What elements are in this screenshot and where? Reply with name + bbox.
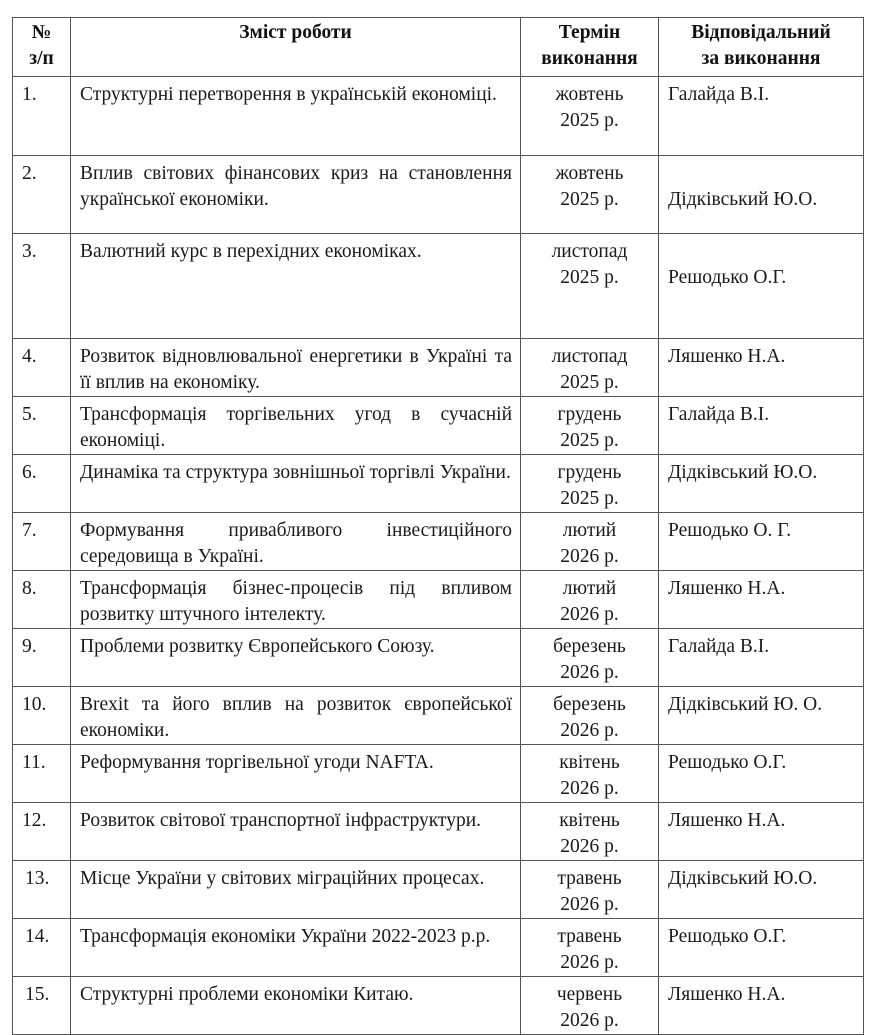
row-due-month: жовтень [555,84,624,105]
row-responsible [659,861,864,919]
header-responsible-line2: за виконання [701,48,821,69]
row-due [521,571,659,629]
row-responsible-name: Решодько О.Г. [668,752,787,773]
row-number: 6. [13,455,71,513]
row-number: 13. [13,861,71,919]
row-number: 7. [13,513,71,571]
row-due-year: 2025 р. [560,267,619,288]
row-responsible-name: Решодько О.Г. [668,267,787,288]
table-row [13,571,864,629]
row-topic [71,339,521,397]
row-due-year: 2025 р. [560,372,619,393]
row-topic-text: Формування привабливого інвестиційного середовища в Україні. [80,520,512,567]
row-due-year: 2025 р. [560,110,619,131]
work-plan-table [12,17,864,1035]
row-number: 8. [13,571,71,629]
row-topic-text: Структурні перетворення в українській економіці. [80,84,497,105]
row-number: 5. [13,397,71,455]
row-topic-text: Brexit та його вплив на розвиток європейської економіки. [80,694,512,741]
row-responsible [659,77,864,156]
row-topic [71,156,521,234]
row-responsible-name: Ляшенко Н.А. [668,984,786,1005]
row-topic [71,861,521,919]
row-topic [71,234,521,339]
row-due-month: квітень [559,752,620,773]
row-due [521,339,659,397]
row-due [521,977,659,1035]
row-due-month: червень [556,984,623,1005]
row-number: 9. [13,629,71,687]
row-number: 15. [13,977,71,1035]
row-responsible [659,687,864,745]
row-number: 10. [13,687,71,745]
row-topic [71,455,521,513]
row-responsible-name: Дідківський Ю.О. [668,189,818,210]
header-due-line2: виконання [541,48,638,69]
row-topic [71,687,521,745]
table-row [13,234,864,339]
row-responsible [659,339,864,397]
row-due-month: травень [557,868,622,889]
row-topic-text: Розвиток відновлювальної енергетики в Україні та її вплив на економіку. [80,346,512,393]
row-due-year: 2025 р. [560,488,619,509]
table-row [13,861,864,919]
row-number: 14. [13,919,71,977]
row-due-month: березень [553,694,626,715]
row-responsible [659,629,864,687]
row-responsible [659,803,864,861]
row-responsible [659,397,864,455]
row-due-month: грудень [557,404,622,425]
row-due-year: 2026 р. [560,662,619,683]
row-topic-text: Структурні проблеми економіки Китаю. [80,984,414,1005]
row-due-month: жовтень [555,163,624,184]
row-topic [71,571,521,629]
row-topic [71,397,521,455]
row-due-month: листопад [551,346,628,367]
row-number: 12. [13,803,71,861]
row-due-month: квітень [559,810,620,831]
row-number: 4. [13,339,71,397]
header-due-line1: Термін [558,22,621,43]
header-number-line1: № [31,22,52,43]
row-due [521,745,659,803]
row-due-year: 2025 р. [560,189,619,210]
row-topic-text: Трансформація торгівельних угод в сучасній економіці. [80,404,512,451]
table-row [13,629,864,687]
header-responsible [659,18,864,77]
row-due-year: 2026 р. [560,604,619,625]
row-due-month: листопад [551,241,628,262]
row-responsible-name: Ляшенко Н.А. [668,578,786,599]
header-number [13,18,71,77]
row-topic-text: Динаміка та структура зовнішньoї торгівлі України. [80,462,511,483]
row-due [521,455,659,513]
row-number: 1. [13,77,71,156]
row-due-month: лютий [562,520,617,541]
row-number: 2. [13,156,71,234]
row-responsible-name: Дідківський Ю.О. [668,462,818,483]
row-responsible-name: Решодько О.Г. [668,926,787,947]
table-row [13,77,864,156]
row-responsible [659,571,864,629]
row-number: 11. [13,745,71,803]
row-due-year: 2026 р. [560,720,619,741]
row-topic [71,77,521,156]
row-due-year: 2026 р. [560,894,619,915]
table-row [13,687,864,745]
row-due-month: березень [553,636,626,657]
row-responsible-name: Ляшенко Н.А. [668,810,786,831]
row-responsible [659,977,864,1035]
row-due-year: 2026 р. [560,778,619,799]
row-due-month: лютий [562,578,617,599]
row-topic [71,919,521,977]
row-due [521,919,659,977]
row-topic-text: Реформування торгівельної угоди NAFTA. [80,752,434,773]
row-responsible-name: Решодько О. Г. [668,520,792,541]
row-responsible-name: Дідківський Ю.О. [668,868,818,889]
row-topic-text: Вплив світових фінансових криз на становлення української економіки. [80,163,512,210]
row-due [521,156,659,234]
table-row [13,513,864,571]
row-responsible-name: Ляшенко Н.А. [668,346,786,367]
row-number: 3. [13,234,71,339]
row-responsible-name: Галайда В.І. [668,404,770,425]
row-responsible-name: Галайда В.І. [668,636,770,657]
row-topic-text: Валютний курс в перехідних економіках. [80,241,422,262]
header-responsible-line1: Відповідальний [691,22,831,43]
row-topic [71,745,521,803]
table-row [13,397,864,455]
row-due [521,629,659,687]
row-responsible [659,919,864,977]
row-topic-text: Розвиток світової транспортної інфраструктури. [80,810,482,831]
row-responsible-name: Галайда В.І. [668,84,770,105]
row-due-year: 2026 р. [560,546,619,567]
table-row [13,156,864,234]
header-due [521,18,659,77]
header-row [13,18,864,77]
row-due [521,234,659,339]
header-topic-label: Зміст роботи [239,22,352,43]
row-responsible-name: Дідківський Ю. О. [668,694,823,715]
row-due-month: грудень [557,462,622,483]
row-topic [71,803,521,861]
row-topic [71,629,521,687]
table-row [13,455,864,513]
row-responsible [659,745,864,803]
table-row [13,919,864,977]
table-row [13,339,864,397]
row-due-month: травень [557,926,622,947]
row-due [521,687,659,745]
row-topic-text: Трансформація бізнес-процесів під впливом розвитку штучного інтелекту. [80,578,512,625]
row-due-year: 2026 р. [560,952,619,973]
row-responsible [659,156,864,234]
row-responsible [659,234,864,339]
row-topic-text: Проблеми розвитку Європейського Союзу. [80,636,435,657]
row-due [521,397,659,455]
table-row [13,977,864,1035]
row-due-year: 2026 р. [560,836,619,857]
header-topic [71,18,521,77]
row-due-year: 2025 р. [560,430,619,451]
row-responsible [659,513,864,571]
header-number-line2: з/п [29,48,54,69]
row-due-year: 2026 р. [560,1010,619,1031]
row-due [521,77,659,156]
row-due [521,803,659,861]
row-topic-text: Місце України у світових міграційних процесах. [80,868,485,889]
row-responsible [659,455,864,513]
row-topic [71,977,521,1035]
table-row [13,745,864,803]
row-topic [71,513,521,571]
row-topic-text: Трансформація економіки України 2022-2023 р.р. [80,926,491,947]
row-due [521,513,659,571]
table-row [13,803,864,861]
row-due [521,861,659,919]
